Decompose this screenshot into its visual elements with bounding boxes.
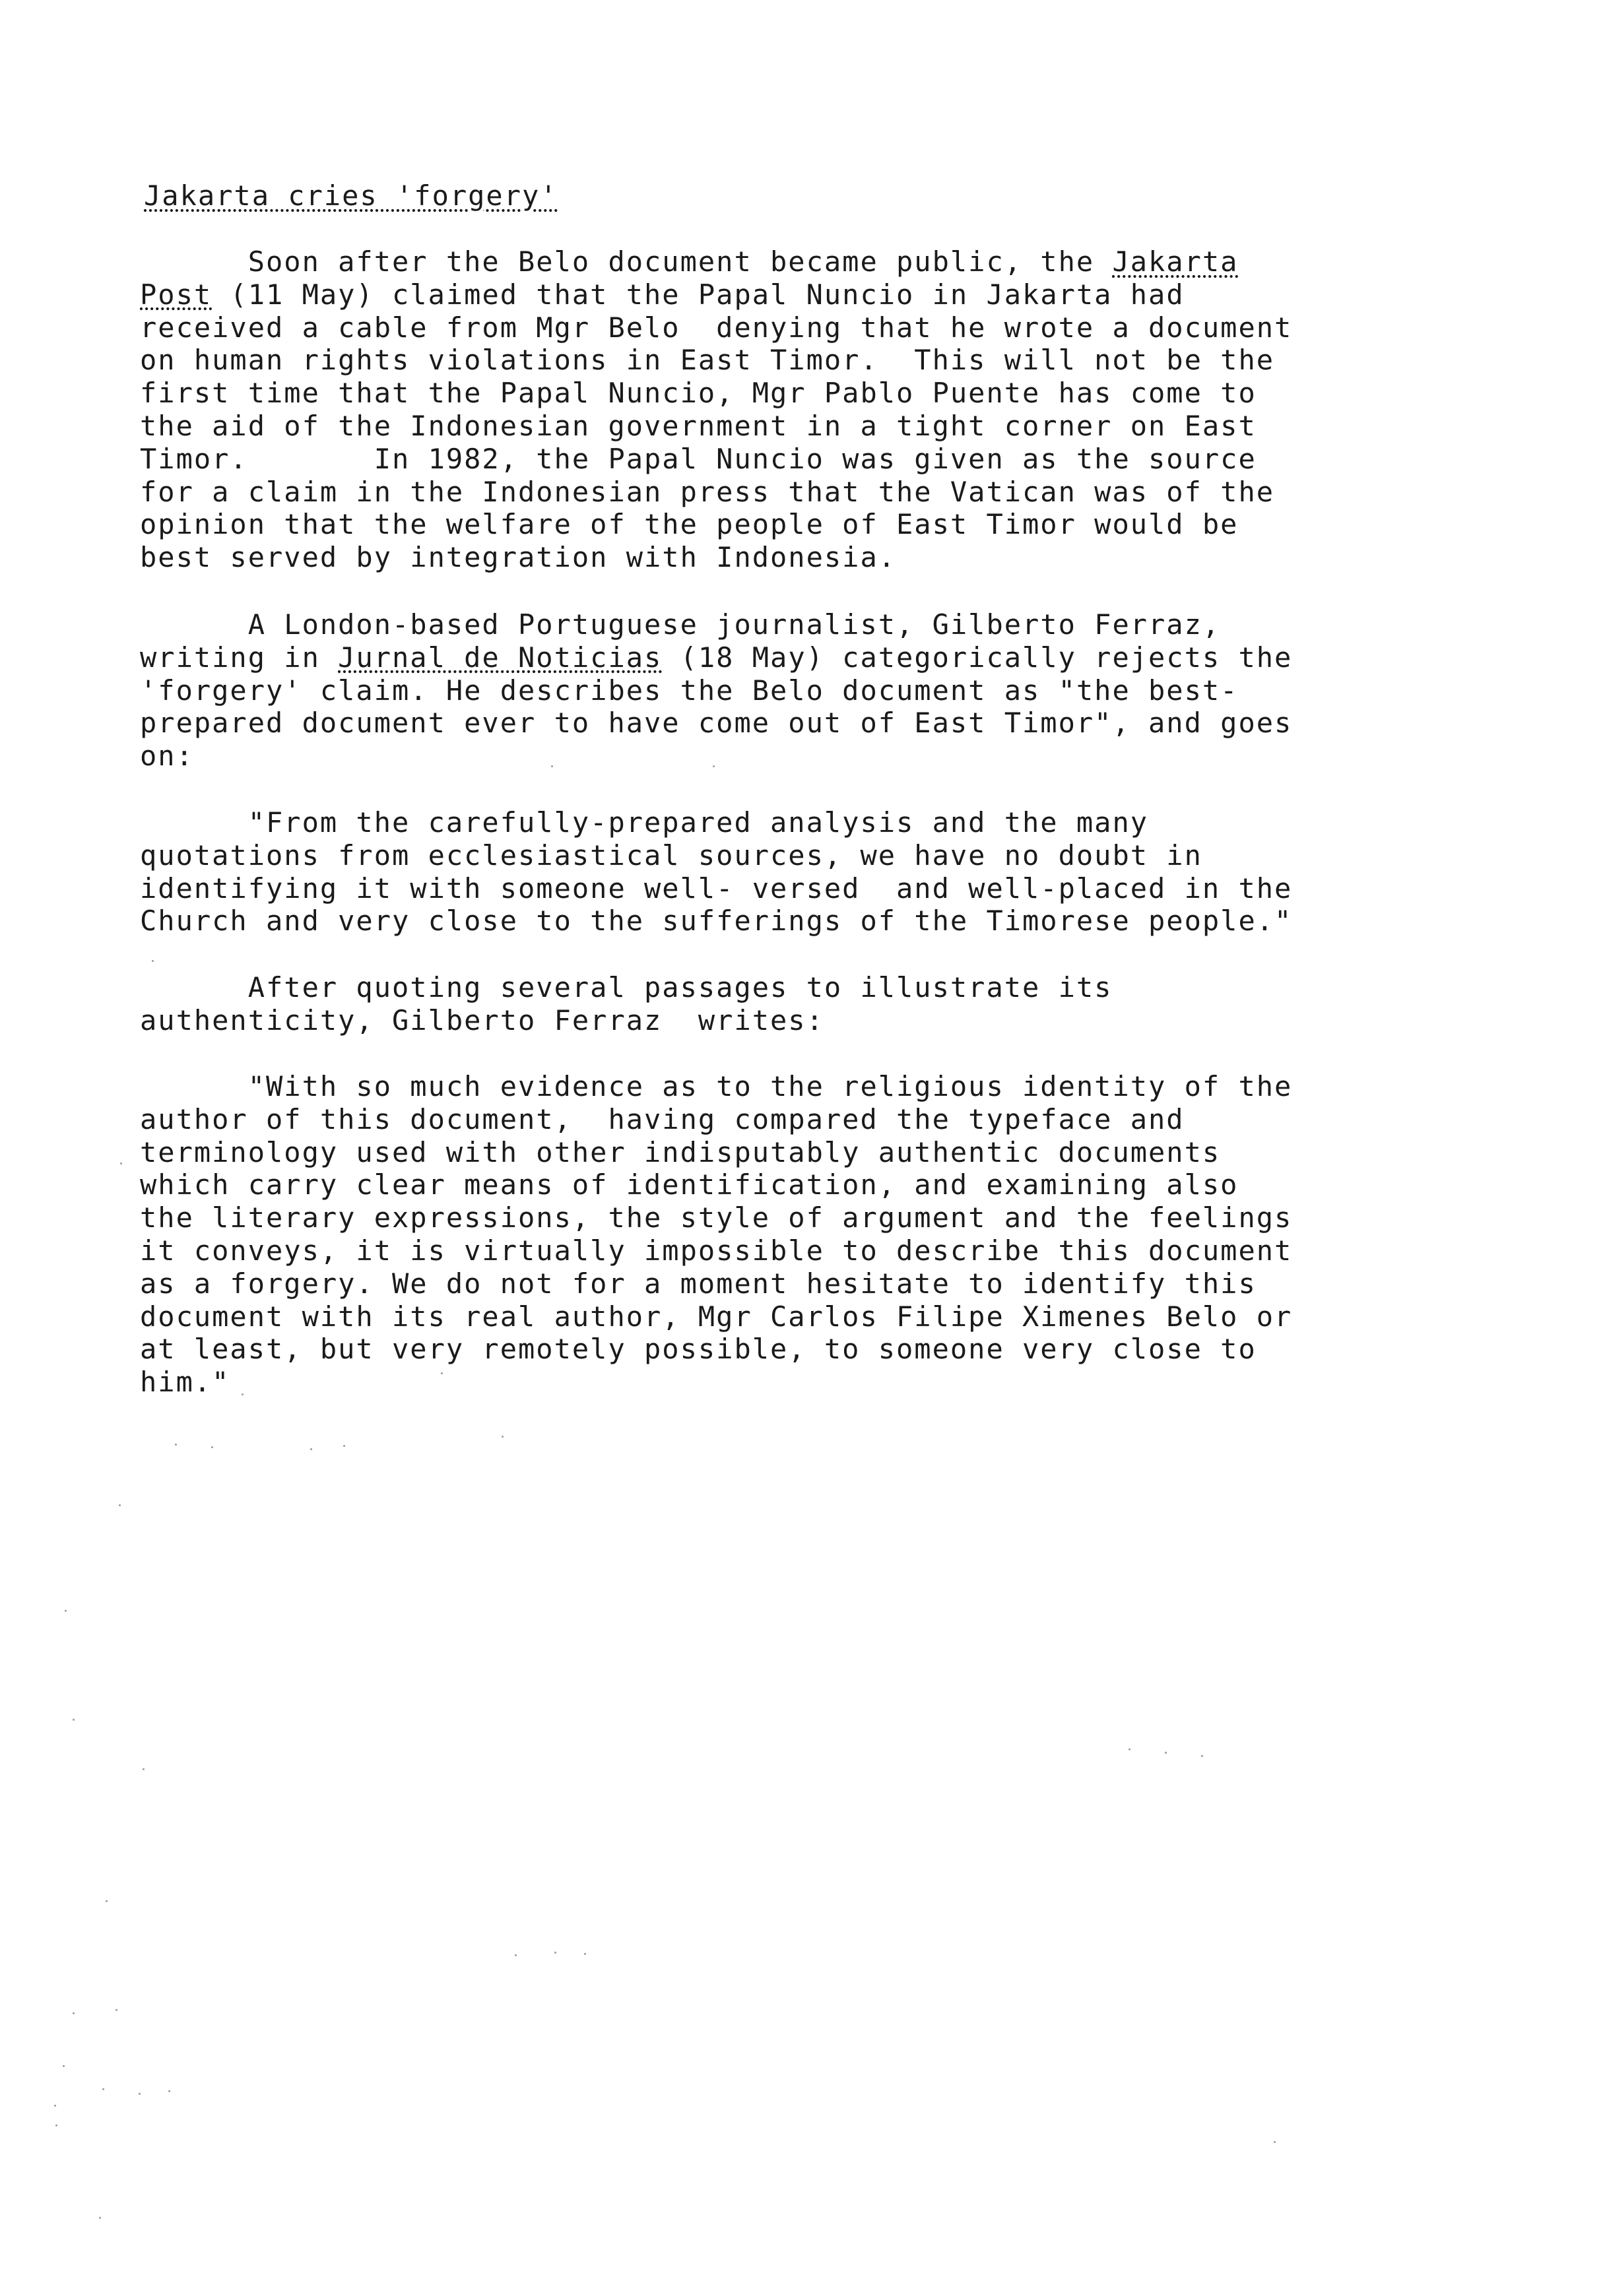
scan-speck xyxy=(143,1768,145,1770)
section-heading: Jakarta cries 'forgery' xyxy=(144,179,558,212)
scan-speck xyxy=(584,1953,586,1955)
scan-speck xyxy=(1165,1752,1167,1754)
jakarta-post-title: Jakarta xyxy=(1112,245,1239,278)
paragraph-2-line-2: writing in Jurnal de Noticias (18 May) categorically rejects the xyxy=(140,641,1293,674)
paragraph-2-line-1: A London-based Portuguese journalist, Gilberto Ferraz, xyxy=(140,608,1221,641)
paragraph-3-line-2: quotations from ecclesiastical sources, we have no doubt in xyxy=(140,839,1202,872)
jakarta-post-title-cont: Post xyxy=(140,278,213,311)
paragraph-1-line-6: the aid of the Indonesian government in a tight corner on East xyxy=(140,409,1257,442)
scan-speck xyxy=(99,2217,101,2219)
scan-speck xyxy=(1201,1755,1203,1757)
scan-speck xyxy=(63,2065,65,2067)
paragraph-5-line-10: him." xyxy=(140,1366,230,1399)
scan-speck xyxy=(102,2088,104,2090)
scan-speck xyxy=(1274,2141,1276,2143)
paragraph-5-line-8: document with its real author, Mgr Carlos Filipe Ximenes Belo or xyxy=(140,1300,1293,1333)
scan-speck xyxy=(242,1393,244,1395)
scan-speck xyxy=(310,1448,312,1450)
scan-speck xyxy=(106,1900,108,1902)
scan-speck xyxy=(119,1504,121,1506)
scan-speck xyxy=(139,2093,141,2095)
scan-speck xyxy=(120,1163,122,1164)
scan-speck xyxy=(515,1954,517,1956)
paragraph-1-line-1: Soon after the Belo document became public, the Jakarta xyxy=(140,245,1239,278)
scan-speck xyxy=(502,1436,504,1438)
scan-speck xyxy=(54,2105,56,2107)
paragraph-5-line-1: "With so much evidence as to the religious identity of the xyxy=(140,1070,1293,1102)
paragraph-1-line-4: on human rights violations in East Timor. This will not be the xyxy=(140,344,1275,377)
scan-speck xyxy=(115,2009,117,2011)
paragraph-transition xyxy=(140,971,1460,1037)
paragraph-1-line-2: Post (11 May) claimed that the Papal Nuncio in Jakarta had xyxy=(140,278,1185,311)
paragraph-5-line-4: which carry clear means of identification, and examining also xyxy=(140,1168,1239,1201)
scan-speck xyxy=(175,1444,177,1446)
paragraph-4-line-1: After quoting several passages to illustrate its xyxy=(140,971,1113,1004)
scan-speck xyxy=(211,1446,213,1448)
scan-speck xyxy=(343,1445,345,1447)
paragraph-quote-1 xyxy=(140,806,1460,938)
scan-speck xyxy=(441,1372,443,1374)
paragraph-5-line-2: author of this document, having compared the typeface and xyxy=(140,1102,1185,1135)
scan-speck xyxy=(73,2012,75,2014)
paragraph-5-line-3: terminology used with other indisputably authentic documents xyxy=(140,1135,1221,1168)
scan-speck xyxy=(551,765,553,767)
paragraph-2-line-5: on: xyxy=(140,740,194,773)
paragraph-2-line-3: 'forgery' claim. He describes the Belo document as "the best- xyxy=(140,674,1239,707)
paragraph-ferraz-intro xyxy=(140,608,1460,773)
paragraph-1-line-7: Timor. In 1982, the Papal Nuncio was given as the source xyxy=(140,442,1257,475)
paragraph-3-line-4: Church and very close to the sufferings of the Timorese people." xyxy=(140,905,1293,938)
paragraph-5-line-7: as a forgery. We do not for a moment hesitate to identify this xyxy=(140,1267,1257,1300)
paragraph-2-line-4: prepared document ever to have come out of East Timor", and goes xyxy=(140,707,1293,740)
paragraph-1-line-5: first time that the Papal Nuncio, Mgr Pablo Puente has come to xyxy=(140,377,1257,410)
paragraph-3-line-3: identifying it with someone well- versed and well-placed in the xyxy=(140,872,1293,905)
scan-speck xyxy=(73,1719,75,1721)
scan-speck xyxy=(65,1610,67,1612)
scan-speck xyxy=(1129,1748,1130,1750)
paragraph-5-line-5: the literary expressions, the style of argument and the feelings xyxy=(140,1201,1293,1234)
paragraph-5-line-9: at least, but very remotely possible, to someone very close to xyxy=(140,1333,1257,1366)
scan-speck xyxy=(554,1952,556,1954)
scan-speck xyxy=(55,2124,57,2126)
jurnal-de-noticias-title: Jurnal de Noticias xyxy=(338,641,663,674)
scan-speck xyxy=(168,2090,170,2092)
paragraph-5-line-6: it conveys, it is virtually impossible to describe this document xyxy=(140,1234,1293,1267)
paragraph-3-line-1: "From the carefully-prepared analysis and the many xyxy=(140,806,1149,839)
paragraph-1-line-8: for a claim in the Indonesian press that the Vatican was of the xyxy=(140,475,1275,508)
paragraph-1-line-9: opinion that the welfare of the people of East Timor would be xyxy=(140,508,1239,541)
scan-speck xyxy=(152,960,154,962)
paragraph-quote-2 xyxy=(140,1070,1460,1399)
paragraph-1-line-3: received a cable from Mgr Belo denying that he wrote a document xyxy=(140,311,1293,344)
paragraph-1-line-10: best served by integration with Indonesia. xyxy=(140,541,897,574)
paragraph-4-line-2: authenticity, Gilberto Ferraz writes: xyxy=(140,1004,824,1036)
paragraph-jakarta-post xyxy=(140,245,1460,574)
scan-speck xyxy=(713,765,715,767)
